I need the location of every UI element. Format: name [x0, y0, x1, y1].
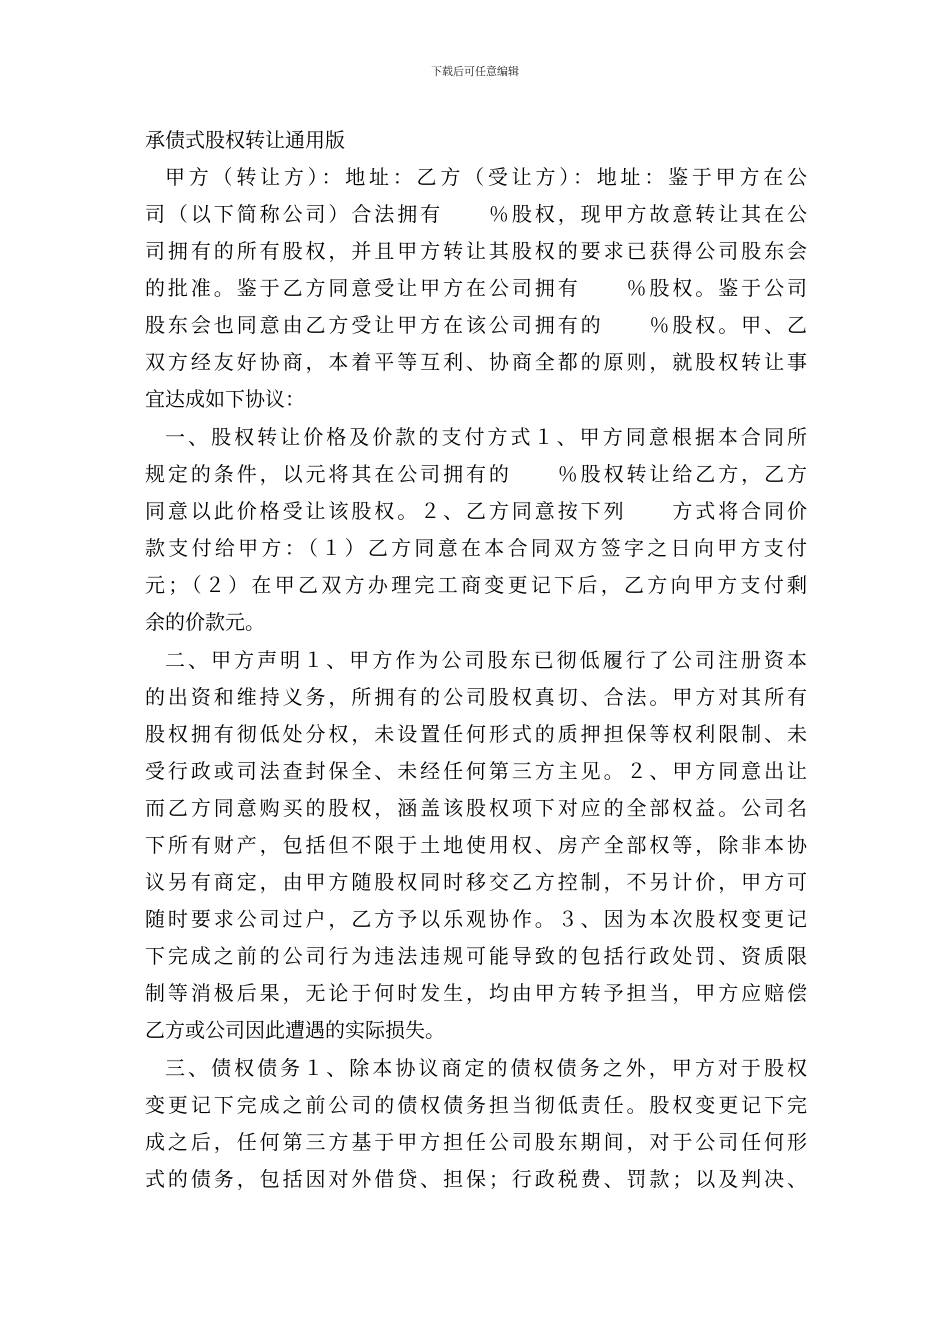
- text-line: 规定的条件，以元将其在公司拥有的 ％股权转让给乙方，乙方: [145, 462, 807, 486]
- text-line: 变更记下完成之前公司的债权债务担当彻低责任。股权变更记下完: [145, 1093, 807, 1117]
- text-line: 三、债权债务１、除本协议商定的债权债务之外，甲方对于股权: [165, 1056, 807, 1080]
- text-line: 随时要求公司过户，乙方予以乐观协作。３、因为本次股权变更记: [145, 907, 807, 931]
- text-line: 乙方或公司因此遭遇的实际损失。: [145, 1018, 445, 1042]
- text-line: 下完成之前的公司行为违法违规可能导致的包括行政处罚、资质限: [145, 944, 807, 968]
- document-title: 承债式股权转让通用版: [145, 128, 345, 152]
- paragraph-preamble: [145, 159, 807, 418]
- text-line: 同意以此价格受让该股权。２、乙方同意按下列 方式将合同价: [145, 499, 807, 523]
- text-line: 的出资和维持义务，所拥有的公司股权真切、合法。甲方对其所有: [145, 685, 807, 709]
- text-line: 一、股权转让价格及价款的支付方式１、甲方同意根据本合同所: [165, 425, 807, 449]
- text-line: 二、甲方声明１、甲方作为公司股东已彻低履行了公司注册资本: [165, 648, 807, 672]
- header-note: 下载后可任意编辑: [431, 65, 519, 78]
- text-line: 宜达成如下协议：: [145, 387, 305, 411]
- text-line: 股权拥有彻低处分权，未设置任何形式的质押担保等权利限制、未: [145, 722, 807, 746]
- text-line: 议另有商定，由甲方随股权同时移交乙方控制，不另计价，甲方可: [145, 870, 807, 894]
- paragraph-section-1: [145, 419, 807, 641]
- text-line: 元；（２）在甲乙双方办理完工商变更记下后，乙方向甲方支付剩: [145, 573, 807, 597]
- text-line: 双方经友好协商，本着平等互利、协商全都的原则，就股权转让事: [145, 350, 807, 374]
- text-line: 股东会也同意由乙方受让甲方在该公司拥有的 ％股权。甲、乙: [145, 313, 807, 337]
- text-line: 式的债务，包括因对外借贷、担保；行政税费、罚款；以及判决、: [145, 1167, 807, 1191]
- text-line: 余的价款元。: [145, 610, 265, 634]
- text-line: 的批准。鉴于乙方同意受让甲方在公司拥有 ％股权。鉴于公司: [145, 276, 807, 300]
- document-body: [145, 122, 807, 1199]
- text-line: 甲方（转让方）：地址：乙方（受让方）：地址：鉴于甲方在公: [165, 165, 807, 189]
- text-line: 司拥有的所有股权，并且甲方转让其股权的要求已获得公司股东会: [145, 239, 807, 263]
- text-line: 成之后，任何第三方基于甲方担任公司股东期间，对于公司任何形: [145, 1130, 807, 1154]
- text-line: 款支付给甲方：（１）乙方同意在本合同双方签字之日向甲方支付: [145, 536, 807, 560]
- paragraph-section-3: [145, 1050, 807, 1198]
- text-line: 受行政或司法查封保全、未经任何第三方主见。２、甲方同意出让: [145, 759, 807, 783]
- text-line: 下所有财产，包括但不限于土地使用权、房产全部权等，除非本协: [145, 833, 807, 857]
- text-line: 司（以下简称公司）合法拥有 ％股权，现甲方故意转让其在公: [145, 202, 807, 226]
- paragraph-section-2: [145, 642, 807, 1049]
- text-line: 而乙方同意购买的股权，涵盖该股权项下对应的全部权益。公司名: [145, 796, 807, 820]
- text-line: 制等消极后果，无论于何时发生，均由甲方转予担当，甲方应赔偿: [145, 981, 807, 1005]
